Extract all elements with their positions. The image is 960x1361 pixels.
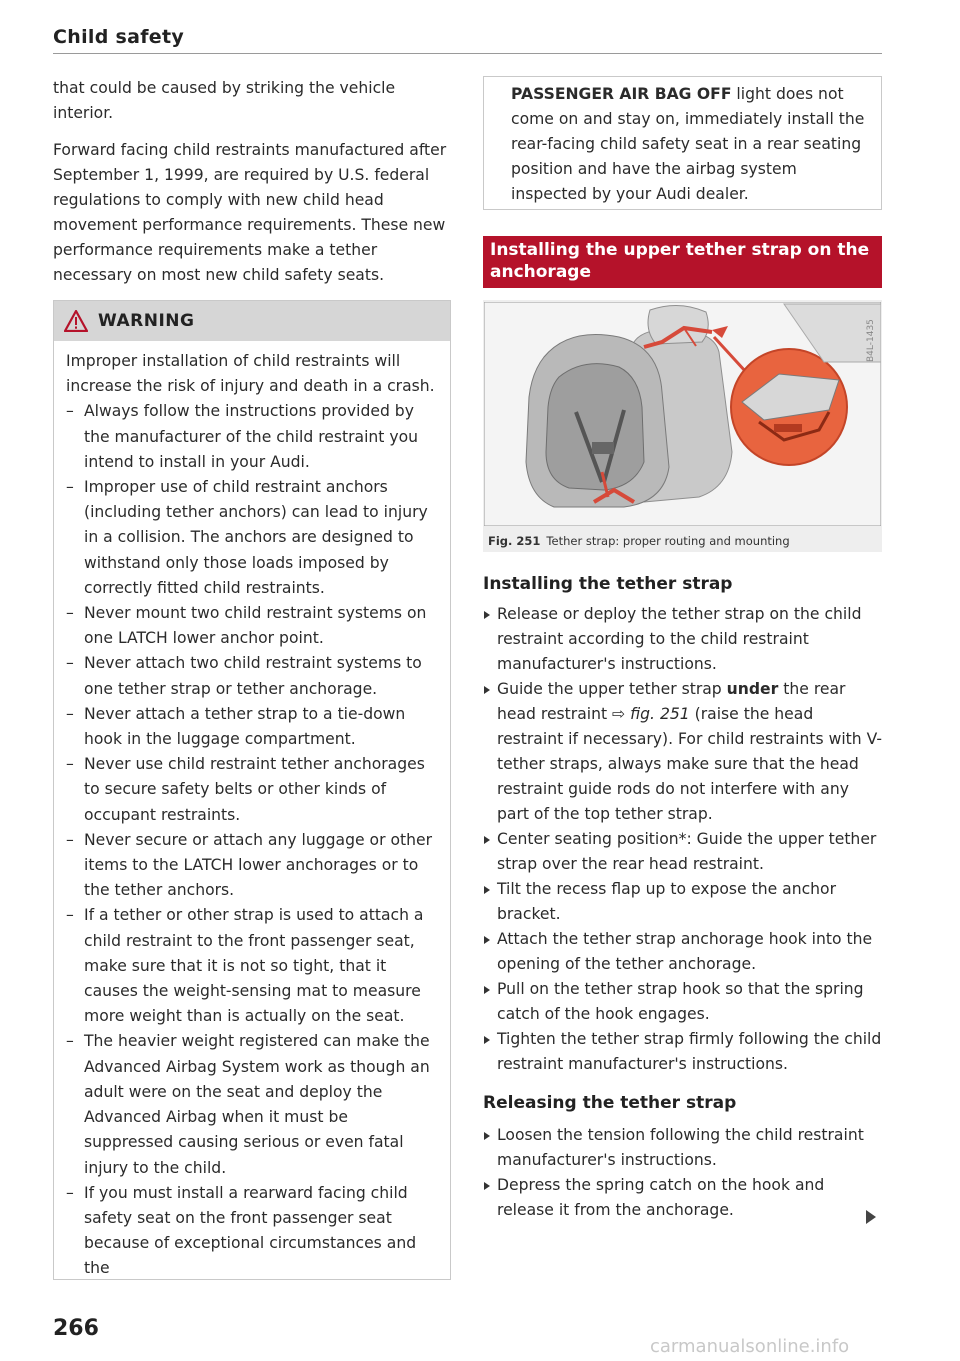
step-text: Guide the upper tether strap [497, 680, 727, 698]
warning-body [54, 341, 450, 1282]
warning-item: – Never use child restraint tether anchorages to secure safety belts or other kinds of occupant restraints. [66, 752, 440, 828]
warning-triangle-icon [64, 310, 88, 332]
warning-item: – Never secure or attach any luggage or other items to the LATCH lower anchorages or to the tether anchors. [66, 828, 440, 904]
warning-intro: Improper installation of child restraints will increase the risk of injury and death in a crash. [66, 352, 435, 396]
under-emphasis: under [726, 680, 779, 698]
release-heading: Releasing the tether strap [483, 1093, 737, 1113]
install-steps [483, 602, 882, 1077]
figure-251 [483, 300, 882, 552]
step-text: the rear head restraint [497, 680, 846, 723]
warning-item: – Always follow the instructions provided by the manufacturer of the child restraint you intend to install in your Audi. [66, 399, 440, 475]
figure-code: B4L-1435 [866, 319, 876, 362]
warning-item: – Never attach a tether strap to a tie-down hook in the luggage compartment. [66, 702, 440, 752]
release-step: Loosen the tension following the child restraint manufacturer's instructions. [483, 1123, 882, 1173]
warning-item: – Improper use of child restraint anchors (including tether anchors) can lead to injury in a collision. The anchors are designed to withstand only those loads imposed by correctly fitted child restraints. [66, 475, 440, 601]
header-divider [53, 53, 882, 54]
watermark: carmanualsonline.info [650, 1336, 850, 1357]
page-number: 266 [53, 1316, 99, 1341]
release-steps [483, 1123, 882, 1223]
release-step: Depress the spring catch on the hook and release it from the anchorage. [483, 1173, 882, 1223]
section-heading: Installing the upper tether strap on the anchorage [490, 240, 870, 282]
warning-list [66, 399, 440, 1281]
intro-paragraph-2: Forward facing child restraints manufactured after September 1, 1999, are required by U.S. federal regulations to comply with new child head movement performance requirements. These new performance requirements make a tether necessary on most new child safety seats. [53, 141, 447, 284]
warning-item: – If you must install a rearward facing child safety seat on the front passenger seat because of exceptional circumstances and the [66, 1181, 440, 1282]
warning-header [54, 301, 450, 341]
continue-arrow-icon [866, 1210, 876, 1224]
page-section-title: Child safety [53, 26, 185, 48]
warning-item: – Never attach two child restraint systems to one tether strap or tether anchorage. [66, 651, 440, 701]
install-step: Center seating position*: Guide the upper tether strap over the rear head restraint. [483, 827, 882, 877]
install-heading: Installing the tether strap [483, 574, 733, 594]
tether-strap-illustration [484, 302, 881, 526]
install-section [483, 574, 882, 1223]
install-step [483, 677, 882, 827]
warning-box [53, 300, 451, 1280]
airbag-off-label: PASSENGER AIR BAG OFF [511, 85, 732, 103]
install-step: Pull on the tether strap hook so that the spring catch of the hook engages. [483, 977, 882, 1027]
continued-warning-body: light does not come on and stay on, immediately install the rear-facing child safety seat in a rear seating position and have the airbag system inspected by your Audi dealer. [511, 85, 865, 203]
figure-label: Fig. 251 [488, 534, 541, 548]
continued-warning-text [511, 82, 865, 207]
warning-item: – The heavier weight registered can make the Advanced Airbag System work as though an adult were on the seat and deploy the Advanced Airbag when it must be suppressed causing serious or even fatal injury to the child. [66, 1029, 440, 1180]
intro-paragraph-1: that could be caused by striking the vehicle interior. [53, 79, 396, 122]
install-step: Attach the tether strap anchorage hook into the opening of the tether anchorage. [483, 927, 882, 977]
figure-caption [488, 534, 790, 548]
continued-warning-box [483, 76, 882, 210]
figure-caption-text: Tether strap: proper routing and mounting [546, 534, 790, 548]
install-step: Tilt the recess flap up to expose the anchor bracket. [483, 877, 882, 927]
warning-item: – Never mount two child restraint systems on one LATCH lower anchor point. [66, 601, 440, 651]
install-step: Tighten the tether strap firmly following the child restraint manufacturer's instructions. [483, 1027, 882, 1077]
warning-item: – If a tether or other strap is used to attach a child restraint to the front passenger seat, make sure that it is not so tight, that it causes the weight-sensing mat to measure more weight than is actually on the seat. [66, 903, 440, 1029]
section-heading-bar [483, 236, 882, 288]
figure-reference-link[interactable]: ⇨ fig. 251 [612, 705, 690, 723]
left-column [53, 76, 451, 300]
warning-title: WARNING [98, 311, 195, 331]
install-step: Release or deploy the tether strap on the child restraint according to the child restraint manufacturer's instructions. [483, 602, 882, 677]
step-text: (raise the head restraint if necessary). For child restraints with V-tether straps, always make sure that the head restraint guide rods do not interfere with any part of the top tether strap. [497, 705, 883, 823]
